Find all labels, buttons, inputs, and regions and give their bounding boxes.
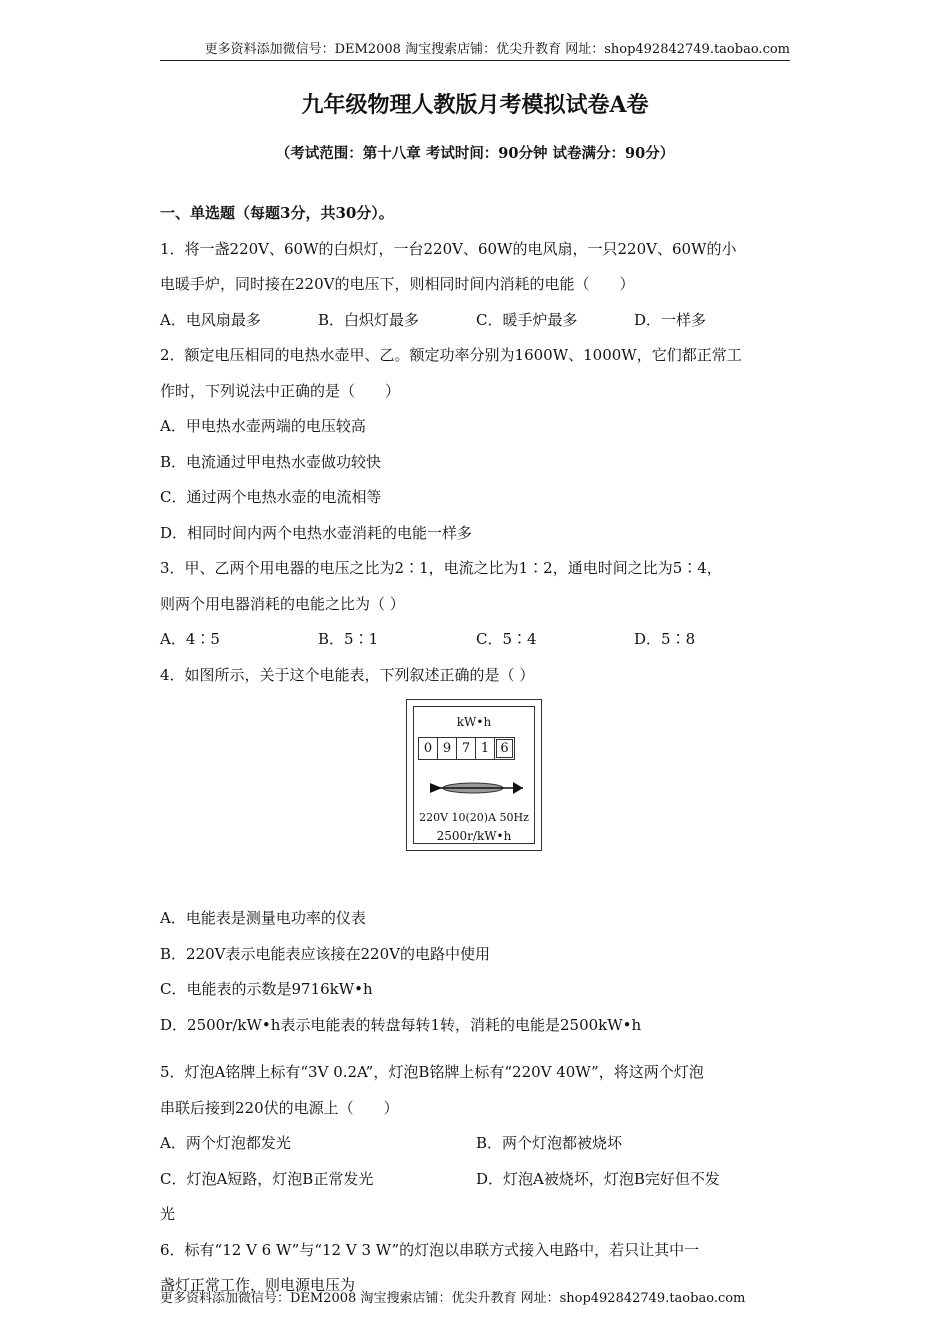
option-a: A．两个灯泡都发光 [160, 1134, 291, 1152]
question-2-line-1: 2．额定电压相同的电热水壶甲、乙。额定功率分别为1600W、1000W，它们都正常工 [160, 346, 742, 364]
question-3-line-1: 3．甲、乙两个用电器的电压之比为2∶1，电流之比为1∶2，通电时间之比为5∶4， [160, 559, 722, 577]
meter-digit-decimal: 6 [496, 739, 513, 758]
question-1-line-2: 电暖手炉，同时接在220V的电压下，则相同时间内消耗的电能（ ） [160, 275, 635, 293]
meter-digit: 1 [476, 738, 495, 759]
question-1-options [160, 307, 792, 343]
energy-meter [406, 699, 542, 851]
question-4-line-1: 4．如图所示，关于这个电能表，下列叙述正确的是（ ） [160, 665, 535, 684]
question-1-line-1: 1．将一盏220V、60W的白炽灯，一台220V、60W的电风扇，一只220V、60W的小 [160, 239, 737, 258]
section-heading: 一、单选题（每题3分，共30分）。 [160, 204, 394, 222]
option-c: C．灯泡A短路，灯泡B正常发光 [160, 1169, 374, 1188]
page-header: 更多资料添加微信号：DEM2008 淘宝搜索店铺：优尖升教育 网址：shop492842749.taobao.com [160, 38, 790, 61]
question-2-option-c: C．通过两个电热水壶的电流相等 [160, 488, 382, 506]
option-a: A．电风扇最多 [160, 310, 261, 329]
meter-unit: kW•h [456, 715, 492, 729]
option-c: C．暖手炉最多 [476, 310, 578, 329]
option-c: C．5∶4 [476, 630, 537, 648]
option-b: B．白炽灯最多 [318, 310, 420, 329]
option-d: D．一样多 [634, 310, 707, 329]
exam-content [160, 200, 792, 1308]
question-3-options [160, 626, 792, 662]
option-a: A．4∶5 [160, 630, 220, 648]
meter-digit: 0 [419, 738, 438, 759]
question-4-option-a: A．电能表是测量电功率的仪表 [160, 909, 366, 927]
question-2-option-a: A．甲电热水壶两端的电压较高 [160, 417, 366, 435]
meter-digit: 7 [457, 738, 476, 759]
question-2-line-2: 作时，下列说法中正确的是（ ） [160, 381, 401, 400]
question-5-option-d-wrap: 光 [160, 1205, 176, 1223]
meter-digits [418, 737, 515, 760]
meter-rate: 2500r/kW•h [436, 829, 512, 843]
question-5-options-row-1 [160, 1130, 792, 1166]
option-d: D．5∶8 [634, 630, 696, 648]
question-2-option-b: B．电流通过甲电热水壶做功较快 [160, 452, 382, 471]
question-6-line-1: 6．标有“12 V 6 W”与“12 V 3 W”的灯泡以串联方式接入电路中，若只让其中一 [160, 1240, 700, 1259]
question-3-line-2: 则两个用电器消耗的电能之比为（ ） [160, 594, 405, 613]
page-title: 九年级物理人教版月考模拟试卷A卷 [301, 92, 649, 118]
question-4-option-b: B．220V表示电能表应该接在220V的电路中使用 [160, 944, 490, 963]
page-footer: 更多资料添加微信号：DEM2008 淘宝搜索店铺：优尖升教育 网址：shop492842749.taobao.com [160, 1291, 746, 1306]
question-6-line-2: 盏灯正常工作，则电源电压为 [160, 1276, 356, 1294]
energy-meter-figure [160, 697, 792, 905]
meter-digit: 9 [438, 738, 457, 759]
question-2-option-d: D．相同时间内两个电热水壶消耗的电能一样多 [160, 523, 473, 542]
question-4-option-c: C．电能表的示数是9716kW•h [160, 980, 373, 998]
option-d: D．灯泡A被烧坏，灯泡B完好但不发 [476, 1169, 720, 1188]
question-5-options-row-2 [160, 1166, 792, 1202]
question-4-option-d: D．2500r/kW•h表示电能表的转盘每转1转，消耗的电能是2500kW•h [160, 1015, 642, 1034]
question-5-line-2: 串联后接到220伏的电源上（ ） [160, 1098, 399, 1117]
meter-spec: 220V 10(20)A 50Hz [419, 811, 529, 824]
question-5-line-1: 5．灯泡A铭牌上标有“3V 0.2A”，灯泡B铭牌上标有“220V 40W”，将这两个灯泡 [160, 1063, 704, 1081]
option-b: B．5∶1 [318, 630, 379, 648]
exam-info: （考试范围：第十八章 考试时间：90分钟 试卷满分：90分） [275, 145, 675, 162]
option-b: B．两个灯泡都被烧坏 [476, 1134, 623, 1152]
rotating-disc-icon [428, 777, 528, 799]
